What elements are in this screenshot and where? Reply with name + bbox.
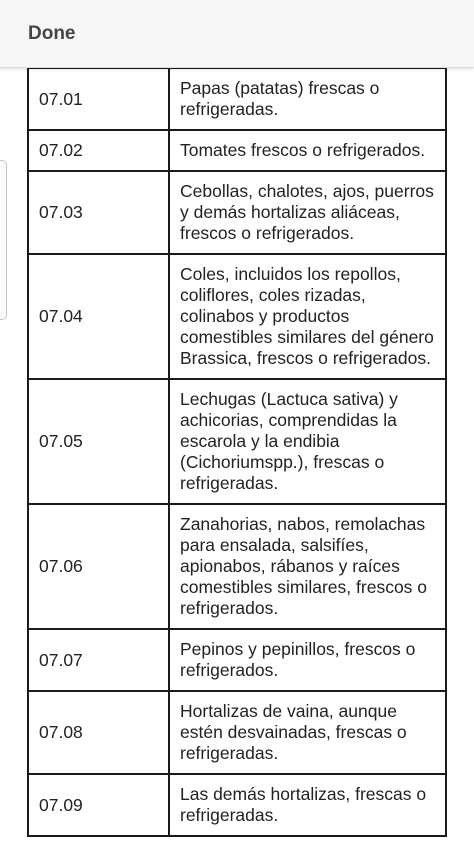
tariff-description: Hortalizas de vaina, aunque estén desvainadas, frescas o refrigeradas. xyxy=(169,691,446,774)
top-toolbar xyxy=(0,0,474,68)
table-row xyxy=(28,379,446,504)
tariff-description: Zanahorias, nabos, remolachas para ensalada, salsifíes, apionabos, rábanos y raíces comestibles similares, frescos o refrigerados. xyxy=(169,504,446,629)
tariff-description: Tomates frescos o refrigerados. xyxy=(169,130,446,171)
table-row xyxy=(28,691,446,774)
tariff-code: 07.08 xyxy=(28,691,169,774)
tariff-code: 07.07 xyxy=(28,629,169,691)
tariff-code: 07.06 xyxy=(28,504,169,629)
tariff-code: 07.05 xyxy=(28,379,169,504)
tariff-description: Papas (patatas) frescas o refrigeradas. xyxy=(169,69,446,131)
tariff-code: 07.01 xyxy=(28,69,169,131)
tariff-code: 07.03 xyxy=(28,171,169,254)
tariff-description: Lechugas (Lactuca sativa) y achicorias, comprendidas la escarola y la endibia (Cichoriumspp.), frescas o refrigeradas. xyxy=(169,379,446,504)
tariff-code: 07.02 xyxy=(28,130,169,171)
table-row xyxy=(28,130,446,171)
done-button[interactable]: Done xyxy=(28,23,76,44)
table-row xyxy=(28,504,446,629)
tariff-description: Coles, incluidos los repollos, coliflores, coles rizadas, colinabos y productos comestibles similares del género Brassica, frescos o refrigerados. xyxy=(169,254,446,379)
table-row xyxy=(28,69,446,131)
table-row xyxy=(28,254,446,379)
table-row xyxy=(28,171,446,254)
tariff-table xyxy=(27,68,447,837)
tariff-code: 07.09 xyxy=(28,774,169,836)
tariff-description: Cebollas, chalotes, ajos, puerros y demás hortalizas aliáceas, frescos o refrigerados. xyxy=(169,171,446,254)
tariff-code: 07.04 xyxy=(28,254,169,379)
side-drawer-handle[interactable] xyxy=(0,160,7,320)
table-row xyxy=(28,774,446,836)
tariff-description: Las demás hortalizas, frescas o refrigeradas. xyxy=(169,774,446,836)
table-row xyxy=(28,629,446,691)
tariff-description: Pepinos y pepinillos, frescos o refrigerados. xyxy=(169,629,446,691)
